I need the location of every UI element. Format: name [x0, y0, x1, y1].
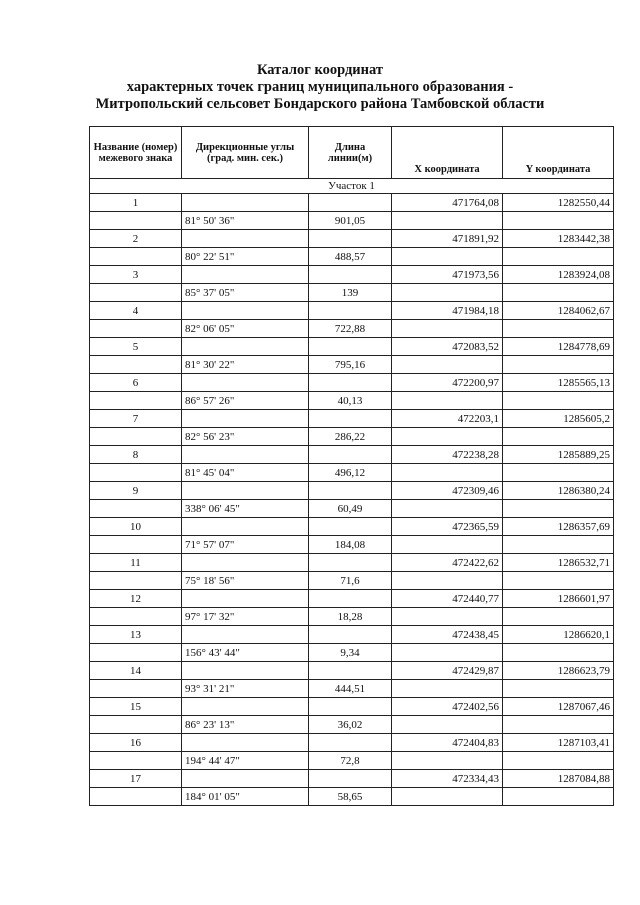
y-coordinate: 1286357,69	[503, 518, 614, 536]
empty-cell	[182, 194, 309, 212]
point-number: 17	[90, 770, 182, 788]
empty-cell	[90, 284, 182, 302]
empty-cell	[392, 608, 503, 626]
point-number: 3	[90, 266, 182, 284]
empty-cell	[309, 662, 392, 680]
directional-angle: 75° 18' 56"	[182, 572, 309, 590]
directional-angle: 81° 50' 36"	[182, 212, 309, 230]
header-line-length: Длина линии(м)	[309, 127, 392, 179]
point-row	[90, 518, 614, 536]
empty-cell	[182, 590, 309, 608]
y-coordinate: 1284062,67	[503, 302, 614, 320]
point-number: 16	[90, 734, 182, 752]
empty-cell	[182, 266, 309, 284]
empty-cell	[182, 626, 309, 644]
directional-angle: 97° 17' 32"	[182, 608, 309, 626]
directional-angle: 338° 06' 45"	[182, 500, 309, 518]
point-row	[90, 770, 614, 788]
directional-angle: 82° 06' 05"	[182, 320, 309, 338]
empty-cell	[503, 356, 614, 374]
x-coordinate: 471764,08	[392, 194, 503, 212]
empty-cell	[182, 410, 309, 428]
segment-row	[90, 464, 614, 482]
x-coordinate: 471891,92	[392, 230, 503, 248]
empty-cell	[392, 536, 503, 554]
empty-cell	[309, 518, 392, 536]
empty-cell	[309, 446, 392, 464]
header-point-name: Название (номер) межевого знака	[90, 127, 182, 179]
empty-cell	[90, 320, 182, 338]
empty-cell	[392, 392, 503, 410]
empty-cell	[503, 248, 614, 266]
point-number: 6	[90, 374, 182, 392]
empty-cell	[392, 752, 503, 770]
empty-cell	[503, 716, 614, 734]
x-coordinate: 472404,83	[392, 734, 503, 752]
point-number: 7	[90, 410, 182, 428]
line-length: 496,12	[309, 464, 392, 482]
empty-cell	[182, 374, 309, 392]
empty-cell	[90, 752, 182, 770]
empty-cell	[503, 212, 614, 230]
y-coordinate: 1286623,79	[503, 662, 614, 680]
line-length: 444,51	[309, 680, 392, 698]
empty-cell	[90, 500, 182, 518]
empty-cell	[309, 410, 392, 428]
title-line-3: Митропольский сельсовет Бондарского района Тамбовской области	[95, 96, 545, 112]
section-row	[90, 179, 614, 194]
empty-cell	[309, 230, 392, 248]
point-row	[90, 446, 614, 464]
empty-cell	[182, 734, 309, 752]
empty-cell	[503, 284, 614, 302]
segment-row	[90, 716, 614, 734]
point-row	[90, 590, 614, 608]
empty-cell	[90, 536, 182, 554]
empty-cell	[309, 626, 392, 644]
y-coordinate: 1286380,24	[503, 482, 614, 500]
empty-cell	[309, 770, 392, 788]
empty-cell	[392, 284, 503, 302]
empty-cell	[503, 392, 614, 410]
empty-cell	[309, 194, 392, 212]
empty-cell	[503, 572, 614, 590]
segment-row	[90, 680, 614, 698]
empty-cell	[182, 518, 309, 536]
directional-angle: 82° 56' 23"	[182, 428, 309, 446]
y-coordinate: 1285605,2	[503, 410, 614, 428]
line-length: 286,22	[309, 428, 392, 446]
segment-row	[90, 536, 614, 554]
empty-cell	[182, 446, 309, 464]
x-coordinate: 472402,56	[392, 698, 503, 716]
empty-cell	[182, 554, 309, 572]
empty-cell	[182, 698, 309, 716]
segment-row	[90, 644, 614, 662]
empty-cell	[90, 392, 182, 410]
empty-cell	[392, 788, 503, 806]
directional-angle: 71° 57' 07"	[182, 536, 309, 554]
x-coordinate: 472238,28	[392, 446, 503, 464]
line-length: 488,57	[309, 248, 392, 266]
empty-cell	[503, 608, 614, 626]
empty-cell	[90, 608, 182, 626]
directional-angle: 81° 30' 22"	[182, 356, 309, 374]
empty-cell	[392, 680, 503, 698]
y-coordinate: 1283924,08	[503, 266, 614, 284]
y-coordinate: 1285565,13	[503, 374, 614, 392]
line-length: 71,6	[309, 572, 392, 590]
y-coordinate: 1286532,71	[503, 554, 614, 572]
point-number: 9	[90, 482, 182, 500]
point-number: 15	[90, 698, 182, 716]
point-row	[90, 698, 614, 716]
point-row	[90, 482, 614, 500]
empty-cell	[503, 752, 614, 770]
empty-cell	[392, 500, 503, 518]
empty-cell	[503, 680, 614, 698]
segment-row	[90, 212, 614, 230]
directional-angle: 81° 45' 04"	[182, 464, 309, 482]
empty-cell	[309, 302, 392, 320]
empty-cell	[182, 338, 309, 356]
point-row	[90, 374, 614, 392]
empty-cell	[392, 428, 503, 446]
empty-cell	[90, 464, 182, 482]
point-row	[90, 266, 614, 284]
point-row	[90, 410, 614, 428]
segment-row	[90, 428, 614, 446]
y-coordinate: 1287084,88	[503, 770, 614, 788]
empty-cell	[309, 266, 392, 284]
y-coordinate: 1285889,25	[503, 446, 614, 464]
header-directional-angles: Дирекционные углы (град. мин. сек.)	[182, 127, 309, 179]
point-row	[90, 338, 614, 356]
directional-angle: 93° 31' 21"	[182, 680, 309, 698]
x-coordinate: 472365,59	[392, 518, 503, 536]
point-number: 5	[90, 338, 182, 356]
x-coordinate: 472440,77	[392, 590, 503, 608]
empty-cell	[90, 716, 182, 734]
line-length: 9,34	[309, 644, 392, 662]
empty-cell	[90, 356, 182, 374]
empty-cell	[392, 356, 503, 374]
point-row	[90, 662, 614, 680]
segment-row	[90, 500, 614, 518]
point-row	[90, 230, 614, 248]
line-length: 40,13	[309, 392, 392, 410]
y-coordinate: 1287067,46	[503, 698, 614, 716]
empty-cell	[503, 644, 614, 662]
empty-cell	[392, 572, 503, 590]
empty-cell	[182, 770, 309, 788]
x-coordinate: 472309,46	[392, 482, 503, 500]
empty-cell	[182, 482, 309, 500]
point-number: 2	[90, 230, 182, 248]
y-coordinate: 1286620,1	[503, 626, 614, 644]
segment-row	[90, 320, 614, 338]
empty-cell	[90, 428, 182, 446]
segment-row	[90, 284, 614, 302]
point-number: 8	[90, 446, 182, 464]
point-number: 12	[90, 590, 182, 608]
empty-cell	[182, 302, 309, 320]
point-number: 13	[90, 626, 182, 644]
x-coordinate: 472334,43	[392, 770, 503, 788]
line-length: 722,88	[309, 320, 392, 338]
segment-row	[90, 572, 614, 590]
segment-row	[90, 608, 614, 626]
coordinates-table	[89, 126, 614, 806]
empty-cell	[182, 662, 309, 680]
directional-angle: 85° 37' 05"	[182, 284, 309, 302]
line-length: 184,08	[309, 536, 392, 554]
empty-cell	[392, 248, 503, 266]
point-row	[90, 554, 614, 572]
empty-cell	[182, 230, 309, 248]
directional-angle: 156° 43' 44"	[182, 644, 309, 662]
line-length: 901,05	[309, 212, 392, 230]
line-length: 60,49	[309, 500, 392, 518]
y-coordinate: 1287103,41	[503, 734, 614, 752]
point-row	[90, 194, 614, 212]
line-length: 18,28	[309, 608, 392, 626]
empty-cell	[90, 248, 182, 266]
line-length: 795,16	[309, 356, 392, 374]
empty-cell	[309, 554, 392, 572]
x-coordinate: 472083,52	[392, 338, 503, 356]
y-coordinate: 1284778,69	[503, 338, 614, 356]
point-number: 1	[90, 194, 182, 212]
empty-cell	[309, 734, 392, 752]
empty-cell	[503, 464, 614, 482]
empty-cell	[309, 338, 392, 356]
empty-cell	[392, 464, 503, 482]
x-coordinate: 471984,18	[392, 302, 503, 320]
empty-cell	[503, 428, 614, 446]
empty-cell	[309, 590, 392, 608]
empty-cell	[392, 212, 503, 230]
empty-cell	[90, 572, 182, 590]
header-y-coordinate: Y координата	[503, 127, 614, 179]
table-header-row	[90, 127, 614, 179]
y-coordinate: 1282550,44	[503, 194, 614, 212]
empty-cell	[503, 320, 614, 338]
line-length: 139	[309, 284, 392, 302]
segment-row	[90, 392, 614, 410]
x-coordinate: 472422,62	[392, 554, 503, 572]
point-number: 14	[90, 662, 182, 680]
point-number: 10	[90, 518, 182, 536]
empty-cell	[309, 374, 392, 392]
empty-cell	[90, 788, 182, 806]
point-row	[90, 302, 614, 320]
empty-cell	[392, 320, 503, 338]
directional-angle: 194° 44' 47"	[182, 752, 309, 770]
x-coordinate: 472203,1	[392, 410, 503, 428]
title-line-1: Каталог координат	[256, 62, 384, 78]
x-coordinate: 472429,87	[392, 662, 503, 680]
point-row	[90, 734, 614, 752]
directional-angle: 184° 01' 05"	[182, 788, 309, 806]
x-coordinate: 471973,56	[392, 266, 503, 284]
header-x-coordinate: Х координата	[392, 127, 503, 179]
section-label: Участок 1	[90, 179, 614, 194]
y-coordinate: 1286601,97	[503, 590, 614, 608]
empty-cell	[503, 500, 614, 518]
empty-cell	[90, 644, 182, 662]
x-coordinate: 472438,45	[392, 626, 503, 644]
point-row	[90, 626, 614, 644]
segment-row	[90, 248, 614, 266]
empty-cell	[90, 212, 182, 230]
segment-row	[90, 788, 614, 806]
x-coordinate: 472200,97	[392, 374, 503, 392]
empty-cell	[503, 536, 614, 554]
title-line-2: характерных точек границ муниципального образования -	[126, 79, 514, 95]
directional-angle: 80° 22' 51"	[182, 248, 309, 266]
point-number: 11	[90, 554, 182, 572]
directional-angle: 86° 23' 13"	[182, 716, 309, 734]
empty-cell	[309, 482, 392, 500]
empty-cell	[309, 698, 392, 716]
line-length: 36,02	[309, 716, 392, 734]
directional-angle: 86° 57' 26"	[182, 392, 309, 410]
line-length: 58,65	[309, 788, 392, 806]
empty-cell	[90, 680, 182, 698]
line-length: 72,8	[309, 752, 392, 770]
empty-cell	[392, 644, 503, 662]
document-title	[0, 62, 640, 113]
y-coordinate: 1283442,38	[503, 230, 614, 248]
point-number: 4	[90, 302, 182, 320]
empty-cell	[392, 716, 503, 734]
segment-row	[90, 752, 614, 770]
empty-cell	[503, 788, 614, 806]
segment-row	[90, 356, 614, 374]
